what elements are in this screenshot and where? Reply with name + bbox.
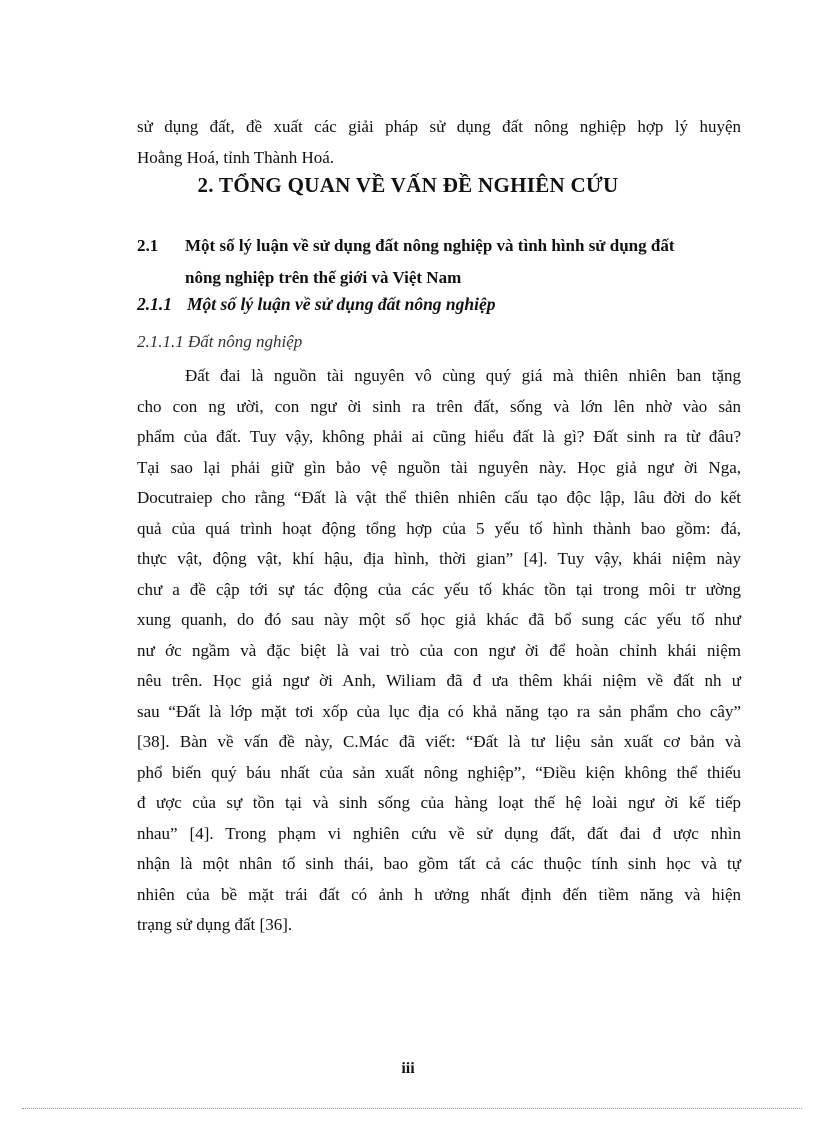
body-line: nhau” [4]. Trong phạm vi nghiên cứu về sử dụng đất, đất đai đ ược nhìn — [137, 823, 741, 843]
body-line: [38]. Bàn về vấn đề này, C.Mác đã viết: “Đất là tư liệu sản xuất cơ bản và — [137, 732, 741, 751]
heading-2-1-1-number: 2.1.1 — [137, 294, 172, 314]
body-line: Tại sao lại phải giữ gìn bảo vệ nguồn tài nguyên này. Học giả ngư ời Nga, — [137, 457, 741, 477]
heading-2-1-line2: nông nghiệp trên thế giới và Việt Nam — [185, 268, 462, 287]
body-line: xung quanh, do đó sau này một số học giả khác đã bổ sung các yếu tố như — [137, 610, 741, 629]
body-line: đ ược của sự tồn tại và sinh sống của hàng loạt thế hệ loài ngư ời kế tiếp — [137, 793, 741, 812]
section-title: 2. TỔNG QUAN VỀ VẤN ĐỀ NGHIÊN CỨU — [197, 173, 619, 197]
body-line: cho con ng ười, con ngư ời sinh ra trên đất, sống và lớn lên nhờ vào sản — [137, 396, 741, 416]
intro-line: sử dụng đất, đề xuất các giải pháp sử dụng đất nông nghiệp hợp lý huyện — [137, 117, 741, 136]
body-line: chư a đề cập tới sự tác động của các yếu tố khác tồn tại trong môi tr ường — [137, 579, 741, 599]
intro-paragraph — [137, 112, 741, 173]
body-line: thực vật, động vật, khí hậu, địa hình, thời gian” [4]. Tuy vậy, khái niệm này — [137, 549, 741, 568]
body-line: quả của quá trình hoạt động tổng hợp của 5 yếu tố hình thành bao gồm: đá, — [137, 518, 741, 538]
heading-2-1-line1: Một số lý luận về sử dụng đất nông nghiệp và tình hình sử dụng đất — [185, 236, 675, 255]
body-line: Docutraiep cho rằng “Đất là vật thể thiên nhiên cấu tạo độc lập, lâu đời do kết — [137, 488, 741, 507]
body-paragraph — [137, 361, 741, 941]
heading-2-1-1-text: Một số lý luận về sử dụng đất nông nghiệp — [187, 294, 496, 314]
body-line: nêu trên. Học giả ngư ời Anh, Wiliam đã đ ưa thêm khái niệm về đất nh ư — [137, 671, 741, 690]
heading-2-1-1-1: 2.1.1.1 Đất nông nghiệp — [137, 332, 303, 351]
page-number: iii — [401, 1060, 415, 1077]
body-line: nhiên của bề mặt trái đất có ảnh h ưởng nhất định đến tiềm năng và hiện — [137, 884, 741, 904]
body-line: sau “Đất là lớp mặt tơi xốp của lục địa có khả năng tạo ra sản phẩm cho cây” — [137, 701, 741, 721]
page-bottom-border — [22, 1108, 802, 1109]
heading-2-1-1 — [137, 294, 741, 315]
body-line: phổ biến quý báu nhất của sản xuất nông nghiệp”, “Điều kiện không thể thiếu — [137, 762, 741, 782]
body-line: phẩm của đất. Tuy vậy, không phải ai cũng hiểu đất là gì? Đất sinh ra từ đâu? — [137, 427, 741, 446]
heading-2-1-number: 2.1 — [137, 236, 159, 255]
body-line: trạng sử dụng đất [36]. — [137, 915, 293, 934]
body-line: nư ớc ngầm và đặc biệt là vai trò của con ngư ời để hoàn chỉnh khái niệm — [137, 640, 741, 660]
intro-line: Hoằng Hoá, tỉnh Thành Hoá. — [137, 147, 335, 167]
body-line: Đất đai là nguồn tài nguyên vô cùng quý giá mà thiên nhiên ban tặng — [185, 366, 741, 385]
body-line: nhận là một nhân tố sinh thái, bao gồm tất cả các thuộc tính sinh học và tự — [137, 854, 741, 873]
heading-2-1 — [137, 230, 741, 294]
